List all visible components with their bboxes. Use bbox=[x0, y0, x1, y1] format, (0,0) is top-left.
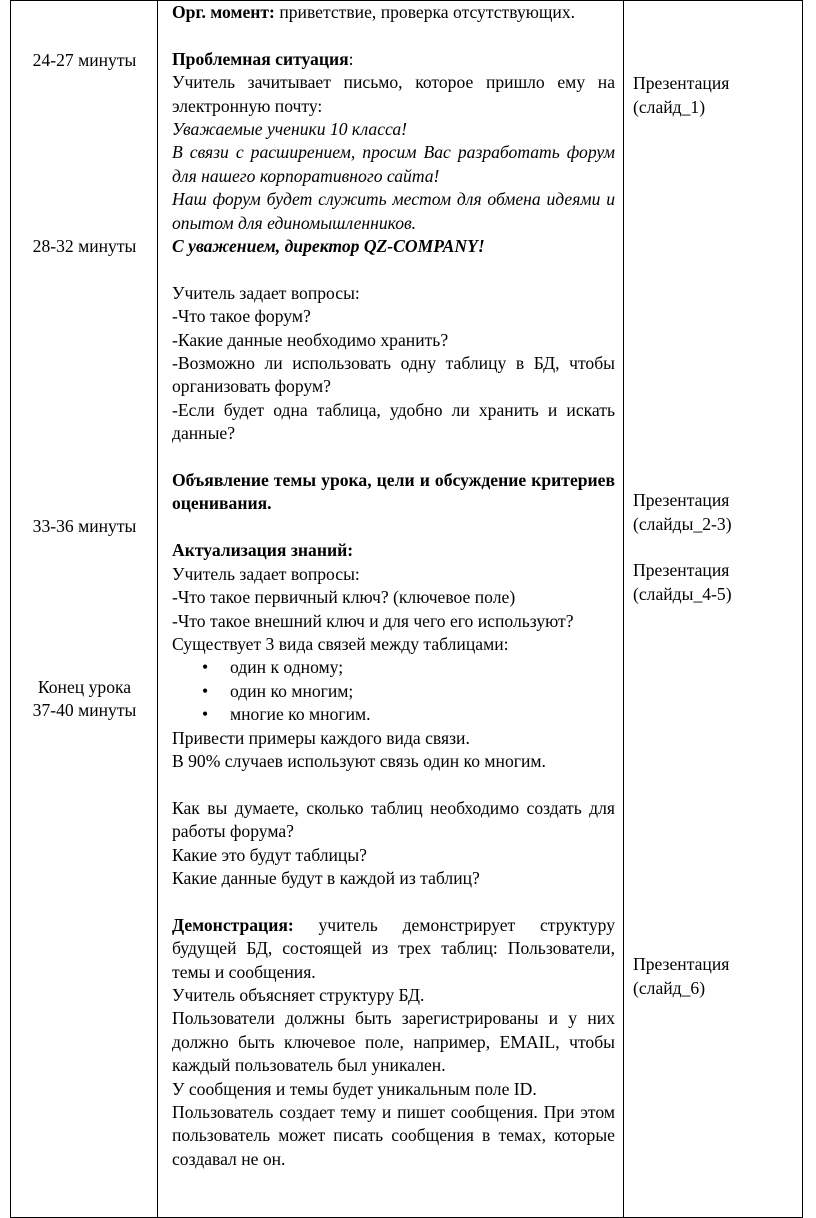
question-item: -Возможно ли использовать одну таблицу в БД, чтобы организовать форум? bbox=[172, 353, 615, 397]
question-item: -Что такое первичный ключ? (ключевое поле) bbox=[172, 587, 516, 608]
lesson-plan-table bbox=[10, 0, 803, 1218]
creates-text: Пользователь создает тему и пишет сообщения. При этом пользователь может писать сообщения в темах, которые создавал не он. bbox=[172, 1102, 615, 1169]
list-item-text: один к одному; bbox=[230, 657, 344, 678]
links-list bbox=[172, 656, 615, 726]
resource-slide: (слайд_6) bbox=[633, 978, 706, 998]
list-item bbox=[172, 656, 615, 679]
think-question: Какие данные будут в каждой из таблиц? bbox=[172, 867, 480, 888]
list-item-text: один ко многим; bbox=[230, 680, 354, 701]
resource-label: Презентация bbox=[633, 954, 730, 974]
percent-text: В 90% случаев используют связь один ко многим. bbox=[172, 750, 546, 771]
resource-slide: (слайды_4-5) bbox=[633, 584, 732, 604]
org-text: приветствие, проверка отсутствующих. bbox=[274, 2, 576, 22]
problem-heading-line bbox=[172, 48, 615, 71]
resources-column bbox=[624, 1, 803, 1218]
lesson-content bbox=[158, 1, 623, 1171]
content-column bbox=[158, 1, 624, 1218]
examples-text: Привести примеры каждого вида связи. bbox=[172, 727, 470, 748]
demo-paragraph bbox=[172, 914, 615, 984]
problem-heading: Проблемная ситуация bbox=[172, 48, 349, 69]
time-label: Конец урока bbox=[37, 677, 132, 697]
resource-slide: (слайд_1) bbox=[633, 97, 706, 117]
time-label: 28-32 минуты bbox=[32, 236, 137, 256]
demo-heading: Демонстрация: bbox=[172, 914, 294, 935]
time-label: 33-36 минуты bbox=[32, 516, 137, 536]
list-item-text: многие ко многим. bbox=[230, 704, 371, 725]
explain-text: Учитель объясняет структуру БД. bbox=[172, 984, 425, 1005]
bullet-icon: • bbox=[202, 704, 209, 725]
think-question: Какие это будут таблицы? bbox=[172, 844, 367, 865]
resource-slide: (слайды_2-3) bbox=[633, 514, 732, 534]
resource-label: Презентация bbox=[633, 560, 730, 580]
bullet-icon: • bbox=[202, 657, 209, 678]
time-label: 37-40 минуты bbox=[32, 700, 137, 720]
list-item bbox=[172, 680, 615, 703]
list-item bbox=[172, 703, 615, 726]
resource-label: Презентация bbox=[633, 490, 730, 510]
users-text: Пользователи должны быть зарегистрированы и у них должно быть ключевое поле, например, EMAIL, чтобы каждый пользователь был уникален. bbox=[172, 1008, 615, 1076]
letter-greeting: Уважаемые ученики 10 класса! bbox=[172, 119, 408, 140]
ids-text: У сообщения и темы будет уникальным поле ID. bbox=[172, 1078, 537, 1099]
bullet-icon: • bbox=[202, 680, 209, 701]
problem-colon: : bbox=[348, 48, 354, 69]
topic-heading: Объявление темы урока, цели и обсуждение критериев оценивания. bbox=[172, 470, 615, 514]
question-item: -Что такое форум? bbox=[172, 306, 311, 327]
question-item: -Какие данные необходимо хранить? bbox=[172, 329, 449, 350]
letter-body: В связи с расширением, просим Вас разработать форум для нашего корпоративного сайта! bbox=[172, 142, 615, 186]
time-column bbox=[11, 1, 158, 1218]
org-paragraph bbox=[172, 1, 615, 24]
teacher-reads-text: Учитель зачитывает письмо, которое пришло ему на электронную почту: bbox=[172, 72, 615, 116]
questions-intro: Учитель задает вопросы: bbox=[172, 282, 360, 303]
links-intro: Существует 3 вида связей между таблицами: bbox=[172, 633, 509, 654]
demo-text: учитель демонстрирует структуру будущей БД, состоящей из трех таблиц: Пользователи, темы и сообщения. bbox=[172, 914, 615, 982]
actualization-heading: Актуализация знаний: bbox=[172, 540, 354, 561]
question-item: -Если будет одна таблица, удобно ли хранить и искать данные? bbox=[172, 399, 615, 444]
questions-intro: Учитель задает вопросы: bbox=[172, 563, 360, 584]
question-item: -Что такое внешний ключ и для чего его используют? bbox=[172, 610, 574, 631]
resource-label: Презентация bbox=[633, 73, 730, 93]
table-row bbox=[11, 1, 803, 1218]
think-question: Как вы думаете, сколько таблиц необходимо создать для работы форума? bbox=[172, 797, 615, 842]
time-label: 24-27 минуты bbox=[32, 50, 137, 70]
org-heading: Орг. момент: bbox=[172, 2, 275, 22]
letter-signature: С уважением, директор QZ-COMPANY! bbox=[172, 236, 485, 257]
letter-body: Наш форум будет служить местом для обмена идеями и опытом для единомышленников. bbox=[172, 189, 615, 233]
